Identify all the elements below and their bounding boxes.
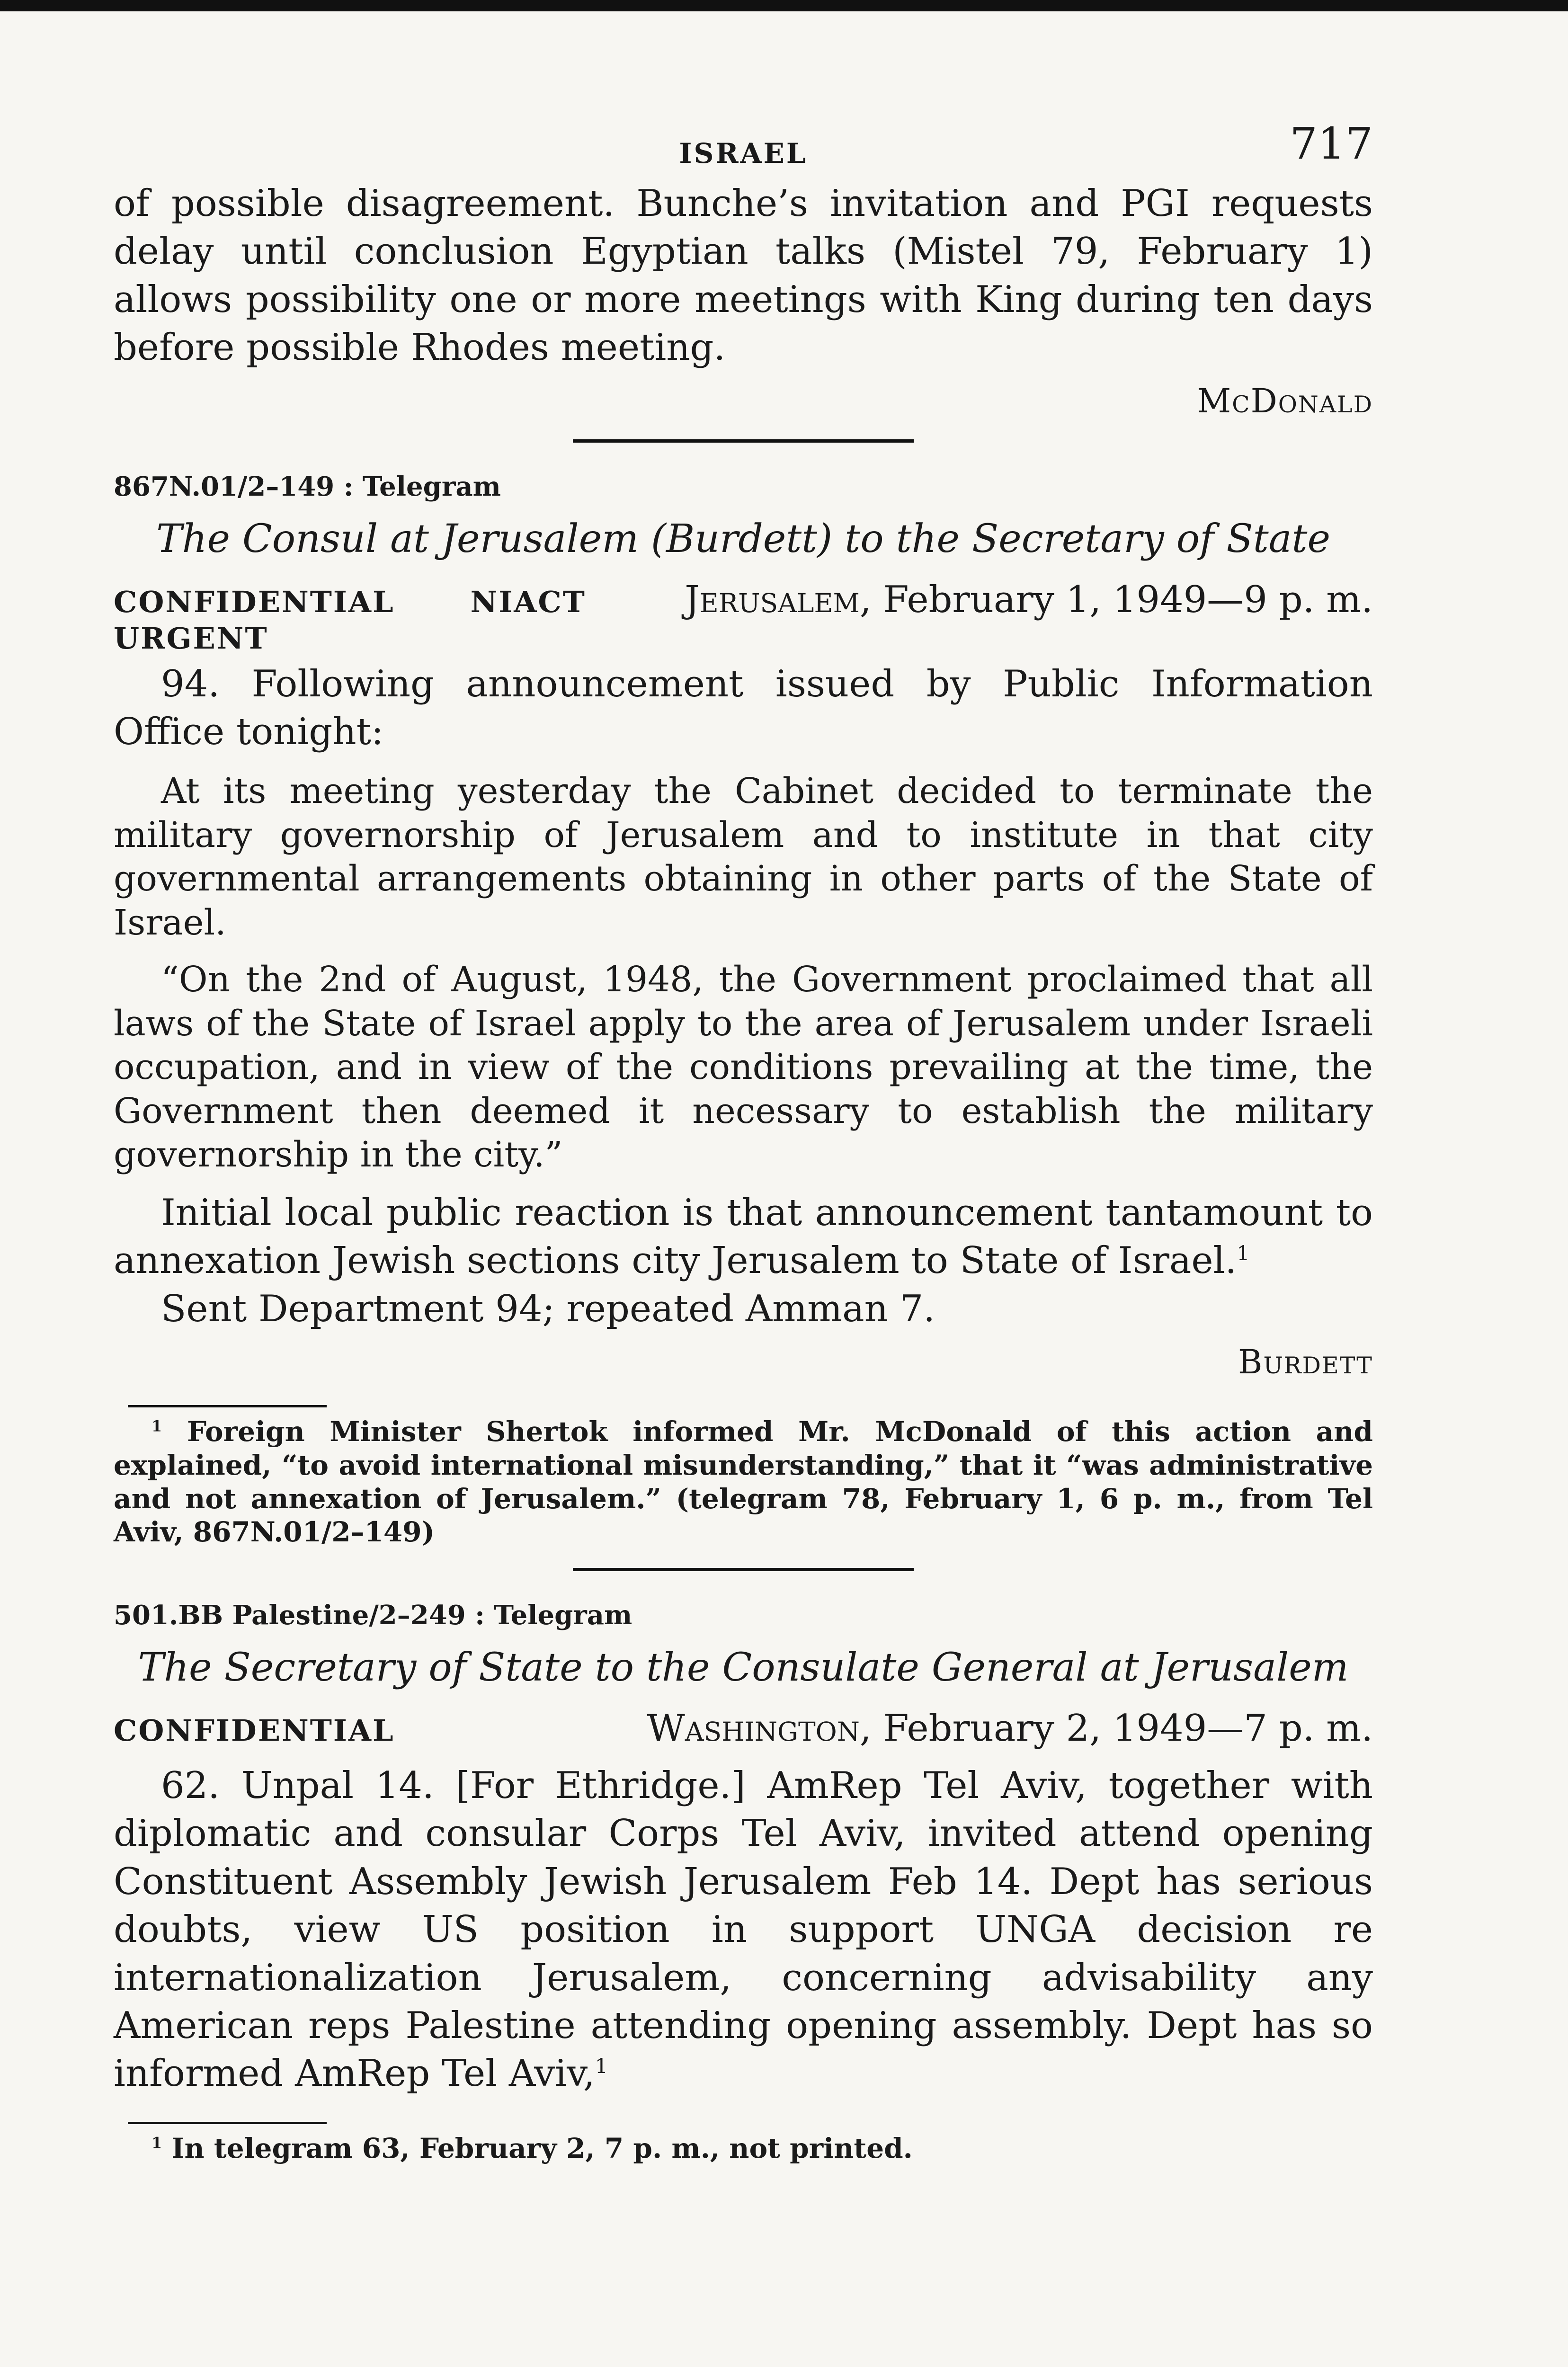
scan-edge-bar xyxy=(0,0,1568,11)
page-number: 717 xyxy=(1290,118,1373,169)
footnote xyxy=(114,1415,1373,1549)
dateline-date: , February 1, 1949—9 p. m. xyxy=(859,578,1373,621)
telegram-secretary-of-state xyxy=(114,1600,1373,2165)
quoted-announcement: At its meeting yesterday the Cabinet decided to terminate the military governorship of Jerusalem and to institute in that city governmental arrangements obtaining in other parts of the State of Israel. xyxy=(114,771,1373,943)
telegram-meta-line xyxy=(114,578,1373,621)
dateline-place: Jerusalem xyxy=(685,578,860,621)
footnote-divider xyxy=(128,2122,327,2124)
footnote-number: 1 xyxy=(151,2134,162,2152)
signature-burdett: Burdett xyxy=(1238,1343,1373,1382)
footnote-marker: 1 xyxy=(595,2055,608,2079)
footnote-divider xyxy=(128,1405,327,1407)
dateline xyxy=(685,578,1373,621)
classification-label: CONFIDENTIAL xyxy=(114,584,395,619)
running-head: ISRAEL xyxy=(679,137,808,169)
page-header xyxy=(114,118,1373,180)
telegram-paragraph: Sent Department 94; repeated Amman 7. xyxy=(161,1287,935,1330)
telegram-paragraph xyxy=(114,1762,1373,2098)
telegram-paragraph xyxy=(114,1189,1373,1285)
file-reference: 867N.01/2–149 : Telegram xyxy=(114,471,501,502)
footnote xyxy=(114,2132,1373,2165)
signature-mcdonald: McDonald xyxy=(1197,381,1373,420)
dateline-place: Washington xyxy=(647,1707,860,1750)
telegram-burdett xyxy=(114,471,1373,1549)
page-content xyxy=(114,118,1373,2165)
paragraph-text: Initial local public reaction is that announcement tantamount to annexation Jewish sections city Jerusalem to State of Israel. xyxy=(114,1191,1373,1282)
dateline-date: , February 2, 1949—7 p. m. xyxy=(859,1707,1373,1750)
footnote-number: 1 xyxy=(151,1417,162,1435)
urgent-label: URGENT xyxy=(114,621,268,656)
quoted-announcement: “On the 2nd of August, 1948, the Government proclaimed that all laws of the State of Israel apply to the area of Jerusalem under Israeli occupation, and in view of the conditions prevailing at the time, the Government then deemed it necessary to establish the military governorship in the city.” xyxy=(114,959,1373,1175)
paragraph-text: 62. Unpal 14. [For Ethridge.] AmRep Tel Aviv, together with diplomatic and consular Corps Tel Aviv, invited attend opening Constituent Assembly Jewish Jerusalem Feb 14. Dept has serious doubts, view US position in support UNGA decision re internationalization Jerusalem, concerning advisability any American reps Palestine attending opening assembly. Dept has so informed AmRep Tel Aviv, xyxy=(114,1764,1373,2095)
telegram-meta-line xyxy=(114,1707,1373,1750)
continuation-paragraph: of possible disagreement. Bunche’s invitation and PGI requests delay until conclusion Egyptian talks (Mistel 79, February 1) allows possibility one or more meetings with King during ten days before possible Rhodes meeting. xyxy=(114,182,1373,369)
section-divider xyxy=(573,1568,914,1571)
footnote-text: In telegram 63, February 2, 7 p. m., not printed. xyxy=(171,2132,913,2164)
dateline xyxy=(647,1707,1373,1750)
precedence-label: NIACT xyxy=(470,584,586,619)
document-title: The Consul at Jerusalem (Burdett) to the Secretary of State xyxy=(156,516,1331,561)
classification-label: CONFIDENTIAL xyxy=(114,1713,395,1748)
footnote-text: Foreign Minister Shertok informed Mr. McDonald of this action and explained, “to avoid international misunderstanding,” that it “was administrative and not annexation of Jerusalem.” (telegram 78, February 1, 6 p. m., from Tel Aviv, 867N.01/2–149) xyxy=(114,1415,1373,1548)
section-divider xyxy=(573,439,914,443)
footnote-marker: 1 xyxy=(1237,1242,1250,1266)
file-reference: 501.BB Palestine/2–249 : Telegram xyxy=(114,1600,633,1631)
document-title: The Secretary of State to the Consulate General at Jerusalem xyxy=(138,1645,1349,1691)
telegram-paragraph: 94. Following announcement issued by Public Information Office tonight: xyxy=(114,662,1373,753)
